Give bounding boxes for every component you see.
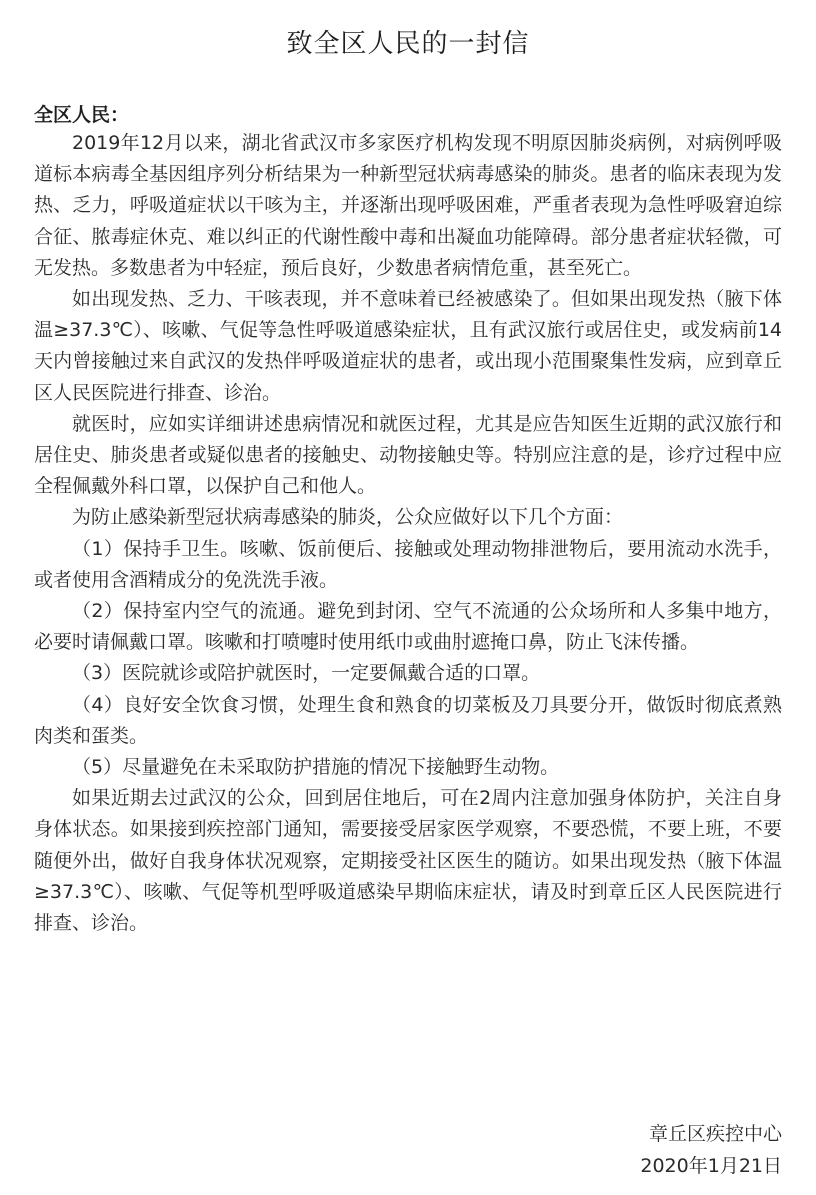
prevention-item-4: （4）良好安全饮食习惯，处理生食和熟食的切菜板及刀具要分开，做饭时彻底煮熟肉类和蛋类。	[34, 693, 782, 747]
paragraph-outbreak-background: 2019年12月以来，湖北省武汉市多家医疗机构发现不明原因肺炎病例，对病例呼吸道标本病毒全基因组序列分析结果为一种新型冠状病毒感染的肺炎。患者的临床表现为发热、乏力，呼吸道症状以干咳为主，并逐渐出现呼吸困难，严重者表现为急性呼吸窘迫综合征、脓毒症休克、难以纠正的代谢性酸中毒和出凝血功能障碍。部分患者症状轻微，可无发热。多数患者为中轻症，预后良好，少数患者病情危重，甚至死亡。	[34, 132, 782, 279]
prevention-item-3: （3）医院就诊或陪护就医时，一定要佩戴合适的口罩。	[72, 662, 541, 685]
signature-date: 2020年1月21日	[640, 1155, 782, 1177]
page-title: 致全区人民的一封信	[286, 29, 530, 59]
letter-body	[34, 128, 782, 939]
paragraph-symptoms-advice: 如出现发热、乏力、干咳表现，并不意味着已经被感染了。但如果出现发热（腋下体温≥37.3℃）、咳嗽、气促等急性呼吸道感染症状，且有武汉旅行或居住史，或发病前14天内曾接触过来自武汉的发热伴呼吸道症状的患者，或出现小范围聚集性发病，应到章丘区人民医院进行排查、诊治。	[34, 288, 782, 404]
signature-organization: 章丘区疾控中心	[648, 1123, 782, 1145]
salutation: 全区人民：	[34, 104, 130, 126]
signature-block	[640, 1118, 782, 1182]
prevention-item-5: （5）尽量避免在未采取防护措施的情况下接触野生动物。	[72, 756, 560, 779]
paragraph-medical-visit: 就医时，应如实详细讲述患病情况和就医过程，尤其是应告知医生近期的武汉旅行和居住史、肺炎患者或疑似患者的接触史、动物接触史等。特别应注意的是，诊疗过程中应全程佩戴外科口罩，以保护自己和他人。	[34, 412, 782, 498]
paragraph-returnee-advice: 如果近期去过武汉的公众，回到居住地后，可在2周内注意加强身体防护，关注自身身体状态。如果接到疾控部门通知，需要接受居家医学观察，不要恐慌，不要上班，不要随便外出，做好自我身体状况观察，定期接受社区医生的随访。如果出现发热（腋下体温≥37.3℃）、咳嗽、气促等机型呼吸道感染早期临床症状，请及时到章丘区人民医院进行排查、诊治。	[34, 787, 782, 935]
paragraph-prevention-intro: 为防止感染新型冠状病毒感染的肺炎，公众应做好以下几个方面：	[72, 506, 624, 529]
prevention-item-2: （2）保持室内空气的流通。避免到封闭、空气不流通的公众场所和人多集中地方，必要时请佩戴口罩。咳嗽和打喷嚏时使用纸巾或曲肘遮掩口鼻，防止飞沫传播。	[34, 600, 782, 654]
prevention-item-1: （1）保持手卫生。咳嗽、饭前便后、接触或处理动物排泄物后，要用流动水洗手，或者使用含酒精成分的免洗洗手液。	[34, 537, 782, 591]
